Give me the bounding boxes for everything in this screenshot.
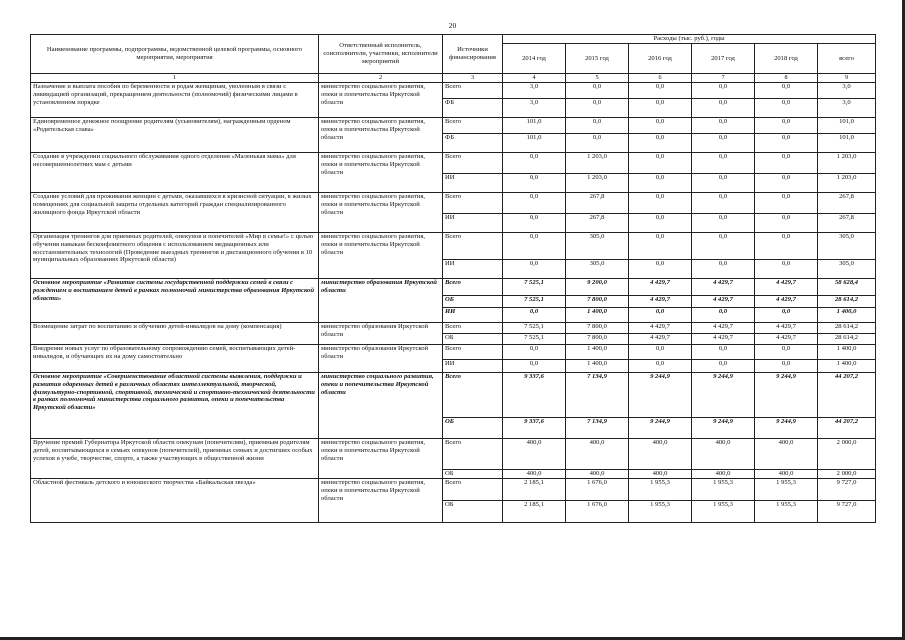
- amount-cell: 1 400,0: [818, 345, 876, 360]
- header-column-number: 9: [818, 74, 876, 83]
- amount-cell: 0,0: [629, 360, 692, 373]
- amount-cell: 0,0: [503, 174, 566, 193]
- activity-name: Создание условий для проживания женщин с детьми, оказавшихся в кризисной ситуации, в жилых помещениях для социальной защиты отдельных категорий граждан специализированного жилищного фонда Иркутской области: [31, 193, 319, 233]
- amount-cell: 7 134,9: [566, 373, 629, 418]
- amount-cell: 400,0: [629, 439, 692, 470]
- amount-cell: 305,0: [566, 233, 629, 260]
- amount-cell: 1 400,0: [566, 345, 629, 360]
- amount-cell: 0,0: [629, 118, 692, 134]
- funding-source: Всего: [443, 118, 503, 134]
- header-column-number: 2: [319, 74, 443, 83]
- funding-source: ИИ: [443, 260, 503, 279]
- funding-source: ИИ: [443, 214, 503, 233]
- header-column-number: 5: [566, 74, 629, 83]
- amount-cell: 0,0: [566, 118, 629, 134]
- amount-cell: 2 185,1: [503, 479, 566, 501]
- amount-cell: 44 207,2: [818, 373, 876, 418]
- funding-source: ФБ: [443, 134, 503, 153]
- amount-cell: 400,0: [566, 470, 629, 479]
- table-row: [31, 233, 876, 260]
- activity-name: Возмещение затрат по воспитанию и обучению детей-инвалидов на дому (компенсация): [31, 323, 319, 345]
- executor-name: министерство социального развития, опеки и попечительства Иркутской области: [319, 439, 443, 479]
- header-year: всего: [818, 44, 876, 74]
- amount-cell: 0,0: [629, 83, 692, 99]
- amount-cell: 1 955,3: [755, 501, 818, 523]
- amount-cell: 0,0: [755, 360, 818, 373]
- amount-cell: 9 200,0: [566, 279, 629, 296]
- header-source: Источники финансирования: [443, 35, 503, 74]
- amount-cell: 0,0: [566, 99, 629, 118]
- amount-cell: 0,0: [629, 134, 692, 153]
- header-year: 2017 год: [692, 44, 755, 74]
- amount-cell: 0,0: [755, 174, 818, 193]
- amount-cell: 9 244,9: [692, 373, 755, 418]
- amount-cell: 0,0: [692, 260, 755, 279]
- amount-cell: 2 000,0: [818, 470, 876, 479]
- amount-cell: 0,0: [692, 233, 755, 260]
- amount-cell: 9 337,6: [503, 373, 566, 418]
- funding-source: Всего: [443, 153, 503, 174]
- amount-cell: 1 955,3: [692, 501, 755, 523]
- executor-name: министерство социального развития, опеки и попечительства Иркутской области: [319, 479, 443, 523]
- table-row: [31, 153, 876, 174]
- table-row: [31, 83, 876, 99]
- amount-cell: 1 400,0: [818, 308, 876, 323]
- amount-cell: 58 628,4: [818, 279, 876, 296]
- amount-cell: 0,0: [629, 308, 692, 323]
- amount-cell: 0,0: [692, 134, 755, 153]
- header-year: 2014 год: [503, 44, 566, 74]
- amount-cell: 3,0: [818, 99, 876, 118]
- amount-cell: 7 525,1: [503, 296, 566, 308]
- header-column-number: 7: [692, 74, 755, 83]
- amount-cell: 4 429,7: [692, 334, 755, 345]
- amount-cell: 0,0: [503, 360, 566, 373]
- amount-cell: 9 727,0: [818, 479, 876, 501]
- amount-cell: 400,0: [692, 439, 755, 470]
- amount-cell: 0,0: [629, 345, 692, 360]
- amount-cell: 7 525,1: [503, 279, 566, 296]
- amount-cell: 0,0: [503, 233, 566, 260]
- funding-source: ИИ: [443, 174, 503, 193]
- amount-cell: 400,0: [503, 439, 566, 470]
- executor-name: министерство образования Иркутской области: [319, 323, 443, 345]
- table-row: [31, 323, 876, 334]
- amount-cell: 1 203,0: [566, 153, 629, 174]
- amount-cell: 4 429,7: [755, 323, 818, 334]
- amount-cell: 7 800,0: [566, 323, 629, 334]
- executor-name: министерство образования Иркутской области: [319, 279, 443, 323]
- page-number: 20: [448, 21, 457, 30]
- amount-cell: 0,0: [755, 99, 818, 118]
- amount-cell: 9 244,9: [629, 373, 692, 418]
- activity-name: Создание в учреждении социального обслуживания одного отделения «Маленькая мама» для несовершеннолетних мам с детьми: [31, 153, 319, 193]
- amount-cell: 305,0: [818, 260, 876, 279]
- amount-cell: 4 429,7: [629, 334, 692, 345]
- amount-cell: 44 207,2: [818, 418, 876, 439]
- funding-source: Всего: [443, 345, 503, 360]
- amount-cell: 1 203,0: [566, 174, 629, 193]
- header-column-number: 6: [629, 74, 692, 83]
- amount-cell: 400,0: [503, 470, 566, 479]
- header-year: 2015 год: [566, 44, 629, 74]
- amount-cell: 9 337,6: [503, 418, 566, 439]
- amount-cell: 9 244,9: [755, 418, 818, 439]
- header-year: 2016 год: [629, 44, 692, 74]
- amount-cell: 9 244,9: [629, 418, 692, 439]
- amount-cell: 0,0: [755, 308, 818, 323]
- funding-source: ОБ: [443, 418, 503, 439]
- amount-cell: 1 955,3: [629, 479, 692, 501]
- amount-cell: 3,0: [503, 99, 566, 118]
- funding-source: Всего: [443, 373, 503, 418]
- funding-source: ИИ: [443, 308, 503, 323]
- amount-cell: 0,0: [755, 83, 818, 99]
- amount-cell: 4 429,7: [692, 279, 755, 296]
- amount-cell: 0,0: [692, 345, 755, 360]
- funding-source: ОБ: [443, 296, 503, 308]
- funding-source: Всего: [443, 233, 503, 260]
- funding-source: Всего: [443, 279, 503, 296]
- amount-cell: 0,0: [503, 153, 566, 174]
- activity-name: Областной фестиваль детского и юношеского творчества «Байкальская звезда»: [31, 479, 319, 523]
- amount-cell: 0,0: [566, 134, 629, 153]
- amount-cell: 1 955,3: [755, 479, 818, 501]
- amount-cell: 28 614,2: [818, 334, 876, 345]
- amount-cell: 3,0: [818, 83, 876, 99]
- table-row: [31, 479, 876, 501]
- amount-cell: 400,0: [755, 439, 818, 470]
- amount-cell: 0,0: [692, 214, 755, 233]
- activity-name: Организация тренингов для приемных родителей, опекунов и попечителей «Мир в семье!» с целью обучения навыкам бесконфликтного общения с использованием медиационных или восстановительных технологий (Проведение выездных тренингов и дистанционного обучения в 10 муниципальных образованиях Иркутской области): [31, 233, 319, 279]
- funding-source: ОБ: [443, 470, 503, 479]
- activity-name: Единовременное денежное поощрение родителям (усыновителям), награжденным орденом «Родительская слава»: [31, 118, 319, 153]
- amount-cell: 0,0: [629, 174, 692, 193]
- funding-source: Всего: [443, 83, 503, 99]
- amount-cell: 1 955,3: [629, 501, 692, 523]
- amount-cell: 28 614,2: [818, 296, 876, 308]
- table-row: [31, 193, 876, 214]
- amount-cell: 4 429,7: [755, 334, 818, 345]
- amount-cell: 9 244,9: [755, 373, 818, 418]
- amount-cell: 0,0: [755, 153, 818, 174]
- amount-cell: 0,0: [755, 260, 818, 279]
- amount-cell: 3,0: [503, 83, 566, 99]
- funding-source: Всего: [443, 439, 503, 470]
- amount-cell: 101,0: [503, 134, 566, 153]
- amount-cell: 1 955,3: [692, 479, 755, 501]
- amount-cell: 0,0: [692, 118, 755, 134]
- amount-cell: 400,0: [755, 470, 818, 479]
- amount-cell: 4 429,7: [692, 323, 755, 334]
- table-row: [31, 439, 876, 470]
- amount-cell: 0,0: [629, 193, 692, 214]
- amount-cell: 101,0: [503, 118, 566, 134]
- header-column-number: 4: [503, 74, 566, 83]
- amount-cell: 7 525,1: [503, 334, 566, 345]
- executor-name: министерство социального развития, опеки и попечительства Иркутской области: [319, 83, 443, 118]
- amount-cell: 1 676,0: [566, 479, 629, 501]
- amount-cell: 0,0: [692, 360, 755, 373]
- amount-cell: 0,0: [692, 174, 755, 193]
- amount-cell: 0,0: [755, 118, 818, 134]
- header-expenses-group: Расходы (тыс. руб.), годы: [503, 35, 876, 44]
- amount-cell: 0,0: [629, 233, 692, 260]
- funding-source: ФБ: [443, 99, 503, 118]
- amount-cell: 0,0: [692, 308, 755, 323]
- amount-cell: 1 676,0: [566, 501, 629, 523]
- funding-source: Всего: [443, 193, 503, 214]
- amount-cell: 0,0: [566, 83, 629, 99]
- activity-name: Основное мероприятие «Совершенствование областной системы выявления, поддержки и развития одаренных детей в различных областях интеллектуальной, творческой, физкультурно-спортивной, спортивной, технической и спортивно-технической деятельности в рамках полномочий министерства социального развития, опеки и попечительства Иркутской области»: [31, 373, 319, 439]
- amount-cell: 9 727,0: [818, 501, 876, 523]
- amount-cell: 101,0: [818, 134, 876, 153]
- header-column-number: 8: [755, 74, 818, 83]
- amount-cell: 2 185,1: [503, 501, 566, 523]
- executor-name: министерство социального развития, опеки и попечительства Иркутской области: [319, 153, 443, 193]
- header-name: Наименование программы, подпрограммы, ведомственной целевой программы, основного мероприятия, мероприятия: [31, 35, 319, 74]
- amount-cell: 0,0: [755, 134, 818, 153]
- amount-cell: 4 429,7: [629, 323, 692, 334]
- amount-cell: 400,0: [629, 470, 692, 479]
- budget-table: [30, 34, 876, 523]
- amount-cell: 2 000,0: [818, 439, 876, 470]
- amount-cell: 0,0: [692, 153, 755, 174]
- amount-cell: 0,0: [503, 308, 566, 323]
- funding-source: ОБ: [443, 501, 503, 523]
- table-row: [31, 345, 876, 360]
- amount-cell: 267,8: [818, 193, 876, 214]
- header-column-number: 3: [443, 74, 503, 83]
- funding-source: ОБ: [443, 334, 503, 345]
- table-row: [31, 279, 876, 296]
- amount-cell: 4 429,7: [755, 296, 818, 308]
- amount-cell: 0,0: [503, 345, 566, 360]
- header-executor: Ответственный исполнитель, соисполнители, участники, исполнители мероприятий: [319, 35, 443, 74]
- amount-cell: 305,0: [566, 260, 629, 279]
- amount-cell: 1 203,0: [818, 153, 876, 174]
- funding-source: Всего: [443, 479, 503, 501]
- amount-cell: 7 800,0: [566, 334, 629, 345]
- amount-cell: 0,0: [629, 99, 692, 118]
- executor-name: министерство образования Иркутской области: [319, 345, 443, 373]
- amount-cell: 0,0: [629, 153, 692, 174]
- amount-cell: 1 203,0: [818, 174, 876, 193]
- amount-cell: 0,0: [692, 193, 755, 214]
- amount-cell: 7 800,0: [566, 296, 629, 308]
- amount-cell: 0,0: [629, 260, 692, 279]
- amount-cell: 305,0: [818, 233, 876, 260]
- amount-cell: 0,0: [755, 193, 818, 214]
- amount-cell: 1 400,0: [818, 360, 876, 373]
- amount-cell: 0,0: [692, 99, 755, 118]
- executor-name: министерство социального развития, опеки и попечительства Иркутской области: [319, 373, 443, 439]
- activity-name: Назначение и выплата пособия по беременности и родам женщинам, уволенным в связи с ликвидацией организаций, прекращением деятельности (полномочий) физическими лицами в установленном порядке: [31, 83, 319, 118]
- executor-name: министерство социального развития, опеки и попечительства Иркутской области: [319, 233, 443, 279]
- activity-name: Вручение премий Губернатора Иркутской области опекунам (попечителям), приемным родителям детей, воспитывающихся в семьях опекунов (попечителей), приемных семьях и достигших особых успехов в учебе, творчестве, спорте, а также участвующих в общественной жизни: [31, 439, 319, 479]
- amount-cell: 1 400,0: [566, 360, 629, 373]
- table-row: [31, 373, 876, 418]
- amount-cell: 0,0: [503, 193, 566, 214]
- executor-name: министерство социального развития, опеки и попечительства Иркутской области: [319, 193, 443, 233]
- amount-cell: 1 400,0: [566, 308, 629, 323]
- funding-source: ИИ: [443, 360, 503, 373]
- amount-cell: 0,0: [503, 260, 566, 279]
- amount-cell: 400,0: [566, 439, 629, 470]
- amount-cell: 0,0: [755, 345, 818, 360]
- table-row: [31, 118, 876, 134]
- header-year: 2018 год: [755, 44, 818, 74]
- amount-cell: 400,0: [692, 470, 755, 479]
- amount-cell: 9 244,9: [692, 418, 755, 439]
- amount-cell: 0,0: [692, 83, 755, 99]
- amount-cell: 0,0: [503, 214, 566, 233]
- amount-cell: 0,0: [629, 214, 692, 233]
- amount-cell: 267,8: [818, 214, 876, 233]
- amount-cell: 4 429,7: [692, 296, 755, 308]
- amount-cell: 0,0: [755, 214, 818, 233]
- executor-name: министерство социального развития, опеки и попечительства Иркутской области: [319, 118, 443, 153]
- amount-cell: 101,0: [818, 118, 876, 134]
- amount-cell: 0,0: [755, 233, 818, 260]
- amount-cell: 7 134,9: [566, 418, 629, 439]
- activity-name: Внедрение новых услуг по образовательному сопровождению семей, воспитывающих детей-инвалидов, и обучающих их на дому самостоятельно: [31, 345, 319, 373]
- amount-cell: 28 614,2: [818, 323, 876, 334]
- activity-name: Основное мероприятие «Развитие системы государственной поддержки семей в связи с рождением и воспитанием детей в рамках полномочий министерства образования Иркутской области»: [31, 279, 319, 323]
- amount-cell: 4 429,7: [629, 296, 692, 308]
- amount-cell: 267,8: [566, 193, 629, 214]
- amount-cell: 267,8: [566, 214, 629, 233]
- header-column-number: 1: [31, 74, 319, 83]
- amount-cell: 4 429,7: [629, 279, 692, 296]
- amount-cell: 4 429,7: [755, 279, 818, 296]
- funding-source: Всего: [443, 323, 503, 334]
- amount-cell: 7 525,1: [503, 323, 566, 334]
